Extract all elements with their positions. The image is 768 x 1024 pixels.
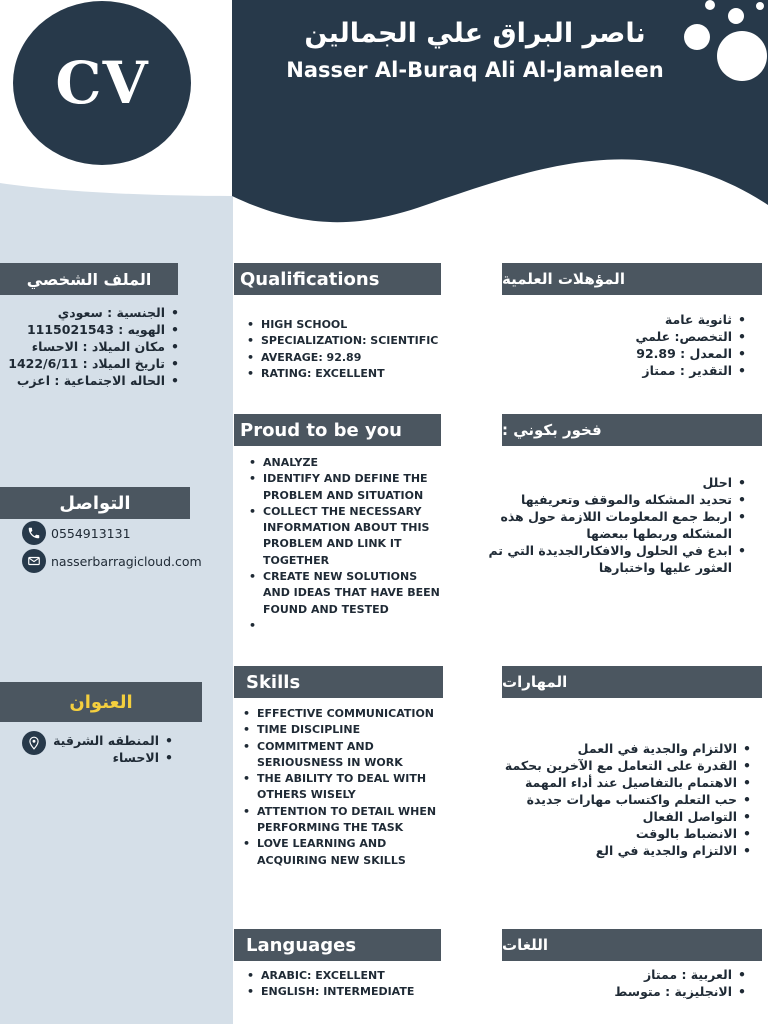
skill-ar-item: • الالتزام والجدية في الع xyxy=(470,842,755,859)
qualifications-title-bar xyxy=(234,263,441,295)
qualification-ar-item: • التخصص: علمي xyxy=(560,328,750,345)
phone-number: 0554913131 xyxy=(51,525,131,541)
languages-ar-title: اللغات xyxy=(502,936,549,954)
address-item-city: • الاحساء xyxy=(50,749,177,766)
proud-ar-title: فخور بكوني : xyxy=(502,421,602,439)
phone-row[interactable] xyxy=(22,521,131,545)
proud-item: • ANALYZE xyxy=(247,455,447,471)
qualifications-list-ar xyxy=(560,311,750,379)
languages-list-ar xyxy=(560,966,750,1000)
proud-ar-item: • تحديد المشكله والموقف وتعريفيها xyxy=(485,491,750,508)
proud-ar-item: • ابدع في الحلول والافكارالجديدة التي تم العثور عليها واختبارها xyxy=(485,542,750,576)
qualifications-list-en xyxy=(245,317,455,382)
profile-item-birthdate: • تاريخ الميلاد : 1422/6/11 xyxy=(5,355,183,372)
profile-item-nationality: • الجنسية : سعودي xyxy=(5,304,183,321)
address-list xyxy=(50,732,177,766)
languages-list-en xyxy=(245,968,455,1001)
skills-list-ar xyxy=(470,740,755,859)
proud-ar-item: • احلل xyxy=(485,474,750,491)
skills-title-bar xyxy=(234,666,443,698)
skill-ar-item: • حب التعلم واكتساب مهارات جديدة xyxy=(470,791,755,808)
language-item: • ARABIC: EXCELLENT xyxy=(245,968,455,984)
language-ar-item: • العربية : ممتاز xyxy=(560,966,750,983)
profile-title: الملف الشخصي xyxy=(26,269,152,289)
address-item-region: • المنطقه الشرقية xyxy=(50,732,177,749)
qualification-ar-item: • التقدير : ممتاز xyxy=(560,362,750,379)
profile-title-bar xyxy=(0,263,178,295)
skill-item: • EFFECTIVE COMMUNICATION xyxy=(241,706,451,722)
proud-title-bar xyxy=(234,414,441,446)
phone-icon xyxy=(22,521,46,545)
skill-item: • COMMITMENT AND SERIOUSNESS IN WORK xyxy=(241,739,451,772)
skill-item: • THE ABILITY TO DEAL WITH OTHERS WISELY xyxy=(241,771,451,804)
address-title-bar xyxy=(0,682,202,722)
address-row xyxy=(22,731,46,755)
proud-ar-title-bar xyxy=(502,414,762,446)
proud-ar-item: • اربط جمع المعلومات اللازمة حول هذه المشكله وربطها ببعضها xyxy=(485,508,750,542)
qualifications-ar-title: المؤهلات العلمية xyxy=(502,270,625,288)
qualification-ar-item: • المعدل : 92.89 xyxy=(560,345,750,362)
language-item: • ENGLISH: INTERMEDIATE xyxy=(245,984,455,1000)
location-pin-icon xyxy=(22,731,46,755)
qualification-item: • SPECIALIZATION: SCIENTIFIC xyxy=(245,333,455,349)
languages-title: Languages xyxy=(246,934,357,956)
cv-logo xyxy=(13,1,191,165)
name-arabic: ناصر البراق علي الجمالين xyxy=(304,18,646,49)
proud-list-en xyxy=(247,455,447,618)
skill-item: • LOVE LEARNING AND ACQUIRING NEW SKILLS xyxy=(241,836,451,869)
proud-item: • CREATE NEW SOLUTIONS AND IDEAS THAT HAVE BEEN FOUND AND TESTED xyxy=(247,569,447,618)
skills-ar-title-bar xyxy=(502,666,762,698)
qualification-item: • AVERAGE: 92.89 xyxy=(245,350,455,366)
qualification-item: • RATING: EXCELLENT xyxy=(245,366,455,382)
profile-item-id: • الهويه : 1115021543 xyxy=(5,321,183,338)
skills-list-en xyxy=(241,706,451,869)
languages-title-bar xyxy=(234,929,441,961)
email-row[interactable] xyxy=(22,549,202,573)
contact-title-bar xyxy=(0,487,190,519)
proud-list-ar xyxy=(485,474,750,576)
name-english: Nasser Al-Buraq Ali Al-Jamaleen xyxy=(286,58,664,82)
skill-ar-item: • الانضباط بالوقت xyxy=(470,825,755,842)
proud-item: • IDENTIFY AND DEFINE THE PROBLEM AND SITUATION xyxy=(247,471,447,504)
email-icon xyxy=(22,549,46,573)
qualifications-ar-title-bar xyxy=(502,263,762,295)
skill-ar-item: • القدرة على التعامل مع الآخرين بحكمة xyxy=(470,757,755,774)
cv-logo-text: CV xyxy=(55,49,149,117)
skill-ar-item: • التواصل الفعال xyxy=(470,808,755,825)
skills-title: Skills xyxy=(246,671,301,693)
proud-title: Proud to be you xyxy=(240,419,402,441)
profile-list xyxy=(5,304,183,389)
email-address: nasserbarragicloud.com xyxy=(51,553,202,569)
profile-item-birthplace: • مكان الميلاد : الاحساء xyxy=(5,338,183,355)
skill-ar-item: • الاهتمام بالتفاصيل عند أداء المهمة xyxy=(470,774,755,791)
languages-ar-title-bar xyxy=(502,929,762,961)
qualifications-title: Qualifications xyxy=(240,268,380,290)
address-title: العنوان xyxy=(69,691,133,713)
language-ar-item: • الانجليزية : متوسط xyxy=(560,983,750,1000)
skills-ar-title: المهارات xyxy=(502,673,568,691)
contact-title: التواصل xyxy=(59,492,131,514)
qualification-item: • HIGH SCHOOL xyxy=(245,317,455,333)
skill-item: • TIME DISCIPLINE xyxy=(241,722,451,738)
skill-ar-item: • الالتزام والجدية في العمل xyxy=(470,740,755,757)
proud-item: • COLLECT THE NECESSARY INFORMATION ABOUT THIS PROBLEM AND LINK IT TOGETHER xyxy=(247,504,447,569)
skill-item: • ATTENTION TO DETAIL WHEN PERFORMING THE TASK xyxy=(241,804,451,837)
profile-item-marital-status: • الحاله الاجتماعية : اعزب xyxy=(5,372,183,389)
qualification-ar-item: • ثانوية عامة xyxy=(560,311,750,328)
